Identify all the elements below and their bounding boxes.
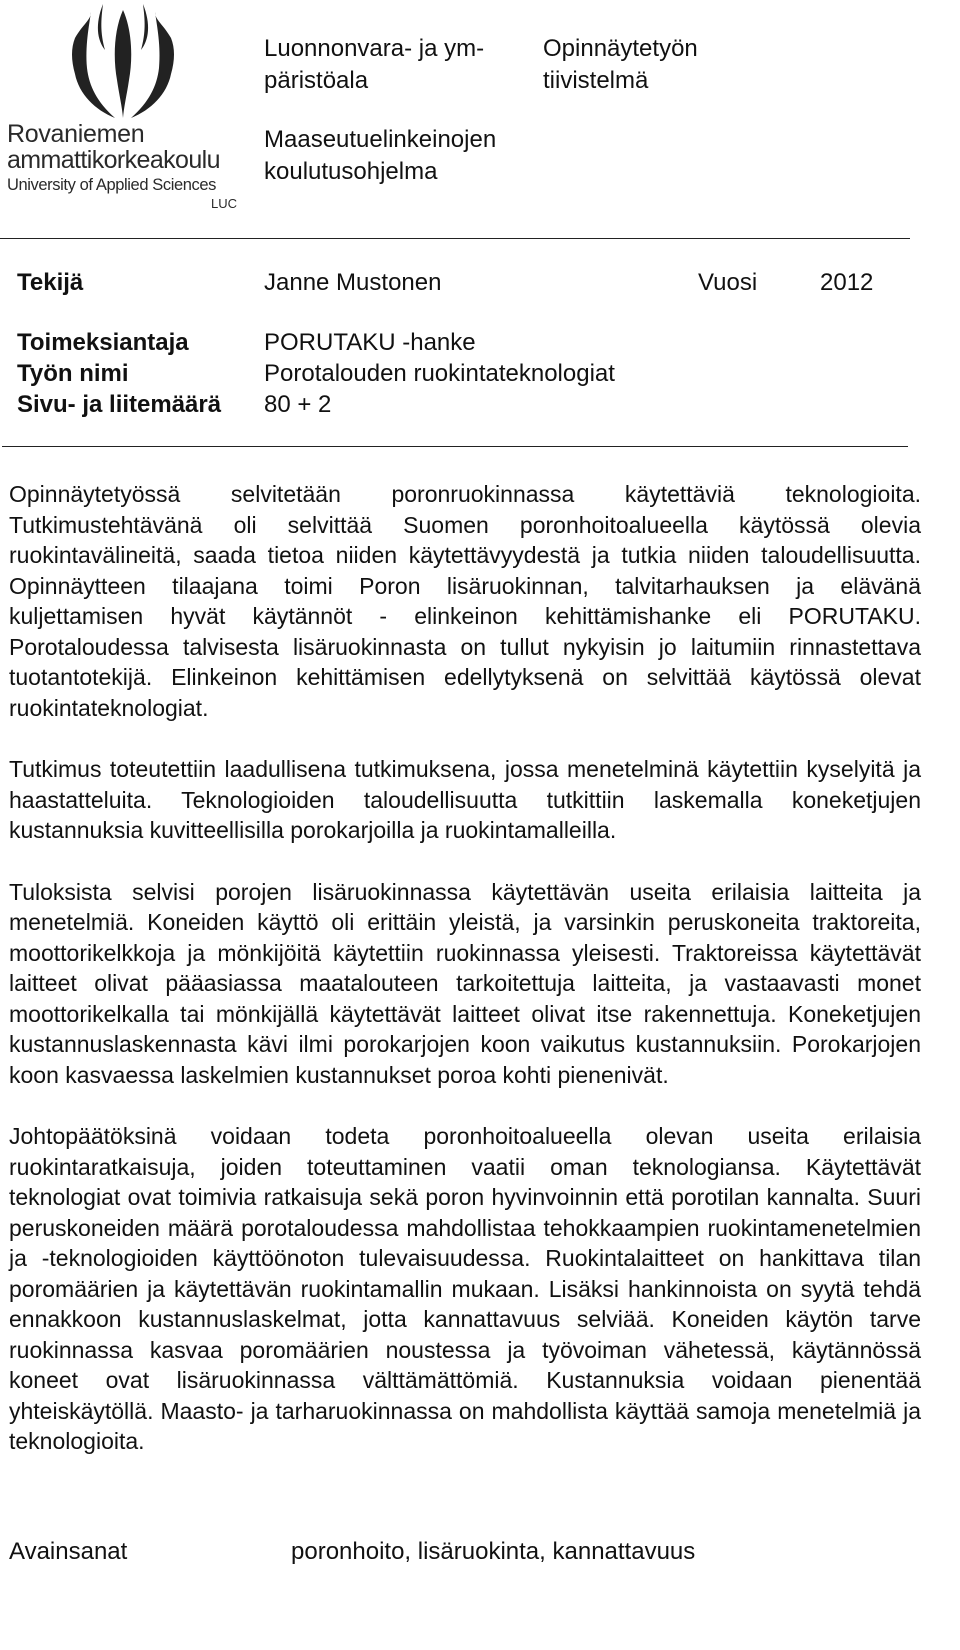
logo-abbreviation: LUC: [211, 195, 238, 211]
meta-divider: [2, 446, 908, 447]
abstract-body: [9, 479, 921, 1488]
author-label: Tekijä: [17, 269, 84, 296]
thesis-title-label: Työn nimi: [17, 360, 129, 387]
year-value: 2012: [820, 269, 874, 296]
abstract-paragraph: Tutkimus toteutettiin laadullisena tutkimuksena, jossa menetelminä käytettiin kyselyitä ja haastatteluita. Teknologioiden taloudellisuutta tutkittiin laskemalla koneketjujen kustannuksia kuvitteellisilla porokarjoilla ja ruokintamalleilla.: [9, 756, 921, 843]
keywords-label: Avainsanat: [9, 1538, 128, 1565]
page-count-value: 80 + 2: [264, 391, 332, 418]
commissioner-value: PORUTAKU -hanke: [264, 329, 476, 356]
commissioner-label: Toimeksiantaja: [17, 329, 189, 356]
header-divider: [0, 238, 910, 239]
field-of-study: Luonnonvara- ja ym- päristöala: [264, 35, 485, 94]
logo-english-line: University of Applied Sciences: [7, 176, 217, 194]
author-value: Janne Mustonen: [264, 269, 442, 296]
abstract-paragraph: Tuloksista selvisi porojen lisäruokinnassa käytettävän useita erilaisia laitteita ja menetelmiä. Koneiden käyttö oli erittäin yleistä, ja varsinkin peruskoneita traktoreita, moottorikelkkoja ja mönkijöitä käytettiin ruokinnassa yleisesti. Traktoreissa käytettävät laitteet olivat pääasiassa maatalouteen tarkoitettuja laitteita, ja vastaavasti monet moottorikelkalla tai mönkijällä käytettävät laitteet olivat itse rakennettuja. Koneketjujen kustannuslaskennasta kävi ilmi porokarjojen koon vaikutus kustannuksiin. Porokarjojen koon kasvaessa laskelmien kustannukset poroa kohti pienenivät.: [9, 878, 921, 1088]
abstract-paragraph: Opinnäytetyössä selvitetään poronruokinnassa käytettäviä teknologioita. Tutkimustehtävänä oli selvittää Suomen poronhoitoalueella käytössä olevia ruokintavälineitä, saada tietoa niiden käytettävyydestä ja tutkia niiden taloudellisuutta. Opinnäytteen tilaajana toimi Poron lisäruokinnan, talvitarhauksen ja elävänä kuljettamisen hyvät käytännöt - elinkeinon kehittämishanke eli PORUTAKU. Porotaloudessa talvisesta lisäruokinnasta on tullut nykyisin jo laitumiin rinnastettava tuotantotekijä. Elinkeinon kehittämisen edellytyksenä on selvittää käytössä olevat ruokintateknologiat.: [9, 481, 921, 721]
logo-name-line: Rovaniemen: [7, 120, 145, 148]
abstract-paragraph: Johtopäätöksinä voidaan todeta poronhoitoalueella olevan useita erilaisia ruokintaratkaisuja, joiden toteuttaminen vaatii oman teknologiansa. Käytettävät teknologiat ovat toimivia ratkaisuja sekä poron hyvinvoinnin että porotilan kannalta. Suuri peruskoneiden määrä porotaloudessa mahdollistaa tehokkaampien ruokintamenetelmien ja -teknologioiden käyttöönoton tulevaisuudessa. Ruokintalaitteet on hankittava tilan poromäärien ja käytettävän ruokintamallin mukaan. Lisäksi hankinnoista on syytä tehdä ennakkoon kustannuslaskelmat, jotta kannattavuus selviää. Koneiden käytön tarve ruokinnassa kasvaa poromäärien noustessa ja työvoiman vähetessä, käytännössä koneet ovat lisäruokinnassa välttämättömiä. Kustannuksia voidaan pienentää yhteiskäytöllä. Maasto- ja tarharuokinnassa on mahdollista käyttää samoja menetelmiä ja teknologioita.: [9, 1123, 921, 1454]
year-label: Vuosi: [698, 269, 758, 296]
document-type: Opinnäytetyön tiivistelmä: [543, 35, 698, 94]
page-count-label: Sivu- ja liitemäärä: [17, 391, 222, 418]
thesis-title-value: Porotalouden ruokintateknologiat: [264, 360, 615, 387]
antler-emblem-icon: [5, 2, 240, 127]
degree-programme: Maaseutuelinkeinojen koulutusohjelma: [264, 126, 497, 185]
logo-name-line: ammattikorkeakoulu: [7, 146, 220, 174]
institution-logo: [5, 2, 240, 217]
keywords-value: poronhoito, lisäruokinta, kannattavuus: [291, 1538, 696, 1565]
